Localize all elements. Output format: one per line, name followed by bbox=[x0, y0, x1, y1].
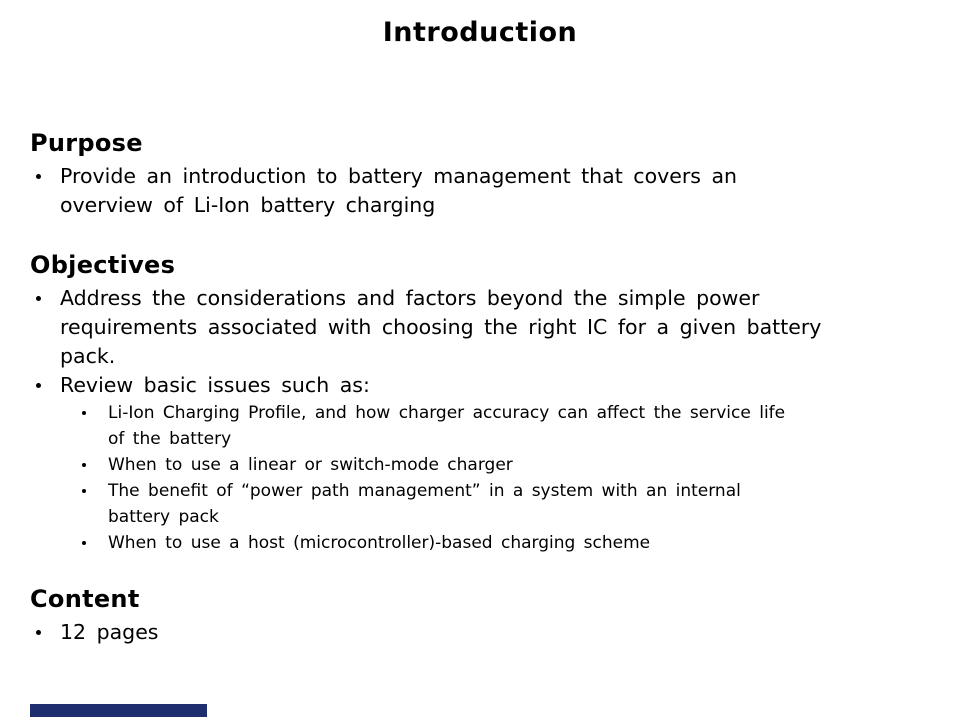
objectives-bullets bbox=[0, 284, 960, 556]
bullet-text-line: pack. bbox=[60, 344, 116, 368]
bullet-text-line: When to use a linear or switch-mode charger bbox=[108, 455, 513, 475]
section-heading-objectives: Objectives bbox=[30, 251, 176, 279]
bullet-text-line: requirements associated with choosing the right IC for a given battery bbox=[60, 315, 822, 339]
bullet-item bbox=[0, 371, 960, 400]
section-purpose bbox=[0, 128, 960, 220]
sub-bullet-item bbox=[0, 400, 960, 452]
section-heading-content: Content bbox=[30, 585, 140, 613]
bullet-dot-icon bbox=[36, 383, 41, 388]
bullet-item bbox=[0, 284, 960, 371]
bullet-text bbox=[60, 371, 370, 400]
section-content bbox=[0, 584, 960, 647]
bullet-text-line: Li-Ion Charging Profile, and how charger accuracy can affect the service life bbox=[108, 403, 786, 423]
sub-bullet-item bbox=[0, 452, 960, 478]
bullet-text-line: battery pack bbox=[108, 507, 219, 527]
sub-bullet-text bbox=[108, 478, 741, 530]
section-heading-purpose: Purpose bbox=[30, 129, 143, 157]
sub-bullet-text bbox=[108, 530, 650, 556]
bullet-text-line: Review basic issues such as: bbox=[60, 373, 370, 397]
sub-bullet-text bbox=[108, 452, 513, 478]
bullet-dot-icon bbox=[82, 541, 86, 545]
bullet-text-line: Address the considerations and factors beyond the simple power bbox=[60, 286, 760, 310]
footer-progress-bar bbox=[30, 704, 207, 717]
bullet-text-line: When to use a host (microcontroller)-based charging scheme bbox=[108, 533, 651, 553]
bullet-dot-icon bbox=[82, 411, 86, 415]
bullet-dot-icon bbox=[36, 630, 41, 635]
bullet-text-line: The benefit of “power path management” in a system with an internal bbox=[108, 481, 741, 501]
sub-bullet-text bbox=[108, 400, 785, 452]
bullet-text-line: overview of Li-Ion battery charging bbox=[60, 193, 436, 217]
bullet-text-line: 12 pages bbox=[60, 620, 159, 644]
bullet-dot-icon bbox=[82, 489, 86, 493]
sub-bullet-item bbox=[0, 478, 960, 530]
sub-bullet-item bbox=[0, 530, 960, 556]
bullet-text bbox=[60, 618, 158, 647]
bullet-text-line: Provide an introduction to battery management that covers an bbox=[60, 164, 738, 188]
slide-title: Introduction bbox=[382, 17, 578, 48]
bullet-text-line: of the battery bbox=[108, 429, 232, 449]
content-bullets bbox=[0, 618, 960, 647]
bullet-text bbox=[60, 162, 737, 220]
bullet-item bbox=[0, 162, 960, 220]
purpose-bullets bbox=[0, 162, 960, 220]
bullet-dot-icon bbox=[36, 296, 41, 301]
bullet-text bbox=[60, 284, 821, 371]
bullet-dot-icon bbox=[82, 463, 86, 467]
bullet-item bbox=[0, 618, 960, 647]
bullet-dot-icon bbox=[36, 174, 41, 179]
section-objectives bbox=[0, 250, 960, 556]
